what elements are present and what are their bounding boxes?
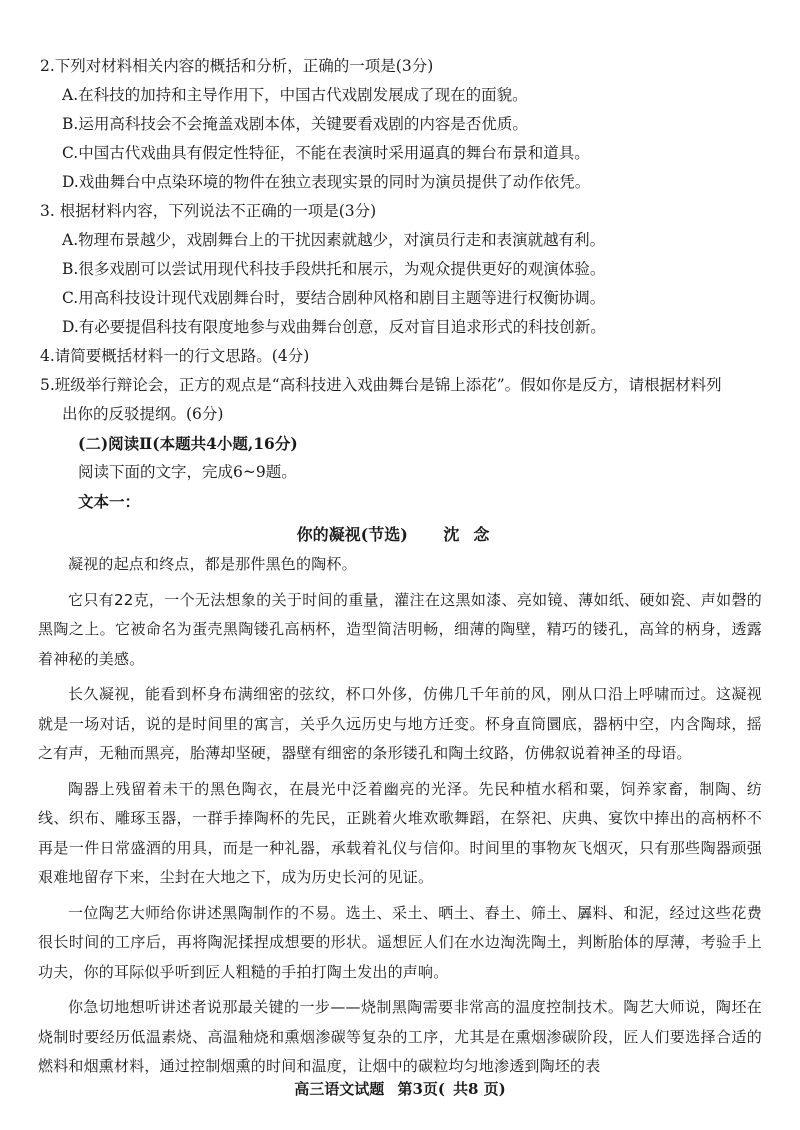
- essay-paragraph-3: 长久凝视，能看到杯身布满细密的弦纹，杯口外侈，仿佛几千年前的风，刚从口沿上呼啸而过。这凝视就是一场对话，说的是时间里的寓言，关乎久远历史与地方迁变。杯身直筒圜底，器柄中空，内含陶球，摇之有声，无釉而黑亮，胎薄却坚硬，器壁有细密的条形镂孔和陶土纹路，仿佛叙说着神圣的母语。: [38, 685, 762, 762]
- footer-total: 共8 页): [453, 1080, 506, 1098]
- essay-title-line: [38, 520, 762, 550]
- essay-paragraph-4: 陶器上残留着未干的黑色陶衣，在晨光中泛着幽亮的光泽。先民种植水稻和粟，饲养家畜，制陶、纺线、织布、雕琢玉器，一群手捧陶杯的先民，正跳着火堆欢歌舞蹈，在祭祀、庆典、宴饮中捧出的高柄杯不再是一件日常盛酒的用具，而是一种礼器，承载着礼仪与信仰。时间里的事物灰飞烟灭，只有那些陶器顽强艰难地留存下来，尘封在大地之下，成为历史长河的见证。: [38, 779, 762, 886]
- footer-page: 第3页(: [397, 1080, 446, 1098]
- question-2-option-b: B.运用高科技会不会掩盖戏剧本体，关键要看戏剧的内容是否优质。: [62, 115, 528, 133]
- question-3-option-c: C.用高科技设计现代戏剧舞台时，要结合剧种风格和剧目主题等进行权衡协调。: [62, 289, 606, 307]
- essay-paragraph-1: 凝视的起点和终点，都是那件黑色的陶杯。: [68, 555, 357, 573]
- essay-title: 你的凝视(节选): [296, 525, 408, 544]
- question-5-stem: 5.班级举行辩论会，正方的观点是“高科技进入戏曲舞台是锦上添花”。假如你是反方，请根据材料列: [40, 376, 722, 394]
- essay-paragraph-6: 你急切地想听讲述者说那最关键的一步——烧制黑陶需要非常高的温度控制技术。陶艺大师说，陶坯在烧制时要经历低温素烧、高温釉烧和熏烟渗碳等复杂的工序，尤其是在熏烟渗碳阶段，匠人们要选择合适的燃料和烟熏材料，通过控制烟熏的时间和温度，让烟中的碳粒均匀地渗透到陶坯的表: [38, 998, 762, 1075]
- question-2-option-d: D.戏曲舞台中点染环境的物件在独立表现实景的同时为演员提供了动作依凭。: [62, 173, 591, 191]
- text-label: 文本一：: [78, 492, 141, 511]
- question-5-continuation: 出你的反驳提纲。(6分): [62, 405, 224, 423]
- question-2-stem: 2.下列对材料相关内容的概括和分析，正确的一项是(3分): [40, 57, 434, 75]
- question-4-stem: 4.请简要概括材料一的行文思路。(4分): [40, 347, 310, 365]
- question-3-option-d: D.有必要提倡科技有限度地参与戏曲舞台创意，反对盲目追求形式的科技创新。: [62, 318, 606, 336]
- question-3-option-b: B.很多戏剧可以尝试用现代科技手段烘托和展示，为观众提供更好的观演体验。: [62, 260, 606, 278]
- footer-course: 高三语文试题: [294, 1080, 385, 1098]
- section-instruction: 阅读下面的文字，完成6~9题。: [78, 463, 297, 481]
- essay-paragraph-5: 一位陶艺大师给你讲述黑陶制作的不易。选土、采土、晒土、舂土、筛土、羼料、和泥，经过这些花费很长时间的工序后，再将陶泥揉捏成想要的形状。遥想匠人们在水边淘洗陶土，判断胎体的厚薄，考验手上功夫，你的耳际似乎听到匠人粗糙的手拍打陶土发出的声响。: [38, 903, 762, 981]
- question-2-option-c: C.中国古代戏曲具有假定性特征，不能在表演时采用逼真的舞台布景和道具。: [62, 144, 590, 162]
- section-heading: (二)阅读Ⅱ(本题共4小题,16分): [78, 434, 298, 453]
- question-2-option-a: A.在科技的加持和主导作用下，中国古代戏剧发展成了现在的面貌。: [62, 86, 528, 104]
- question-3-option-a: A.物理布景越少，戏剧舞台上的干扰因素就越少，对演员行走和表演就越有利。: [62, 231, 606, 249]
- question-3-stem: 3. 根据材料内容，下列说法不正确的一项是(3分): [40, 202, 377, 220]
- essay-paragraph-2: 它只有22克，一个无法想象的关于时间的重量，灌注在这黑如漆、亮如镜、薄如纸、硬如瓷、声如磬的黑陶之上。它被命名为蛋壳黑陶镂孔高柄杯，造型简洁明畅，细薄的陶壁，精巧的镂孔，高耸的柄身，透露着神秘的美感。: [38, 590, 762, 668]
- essay-author: 沈念: [443, 525, 504, 544]
- page-footer: [0, 1078, 800, 1099]
